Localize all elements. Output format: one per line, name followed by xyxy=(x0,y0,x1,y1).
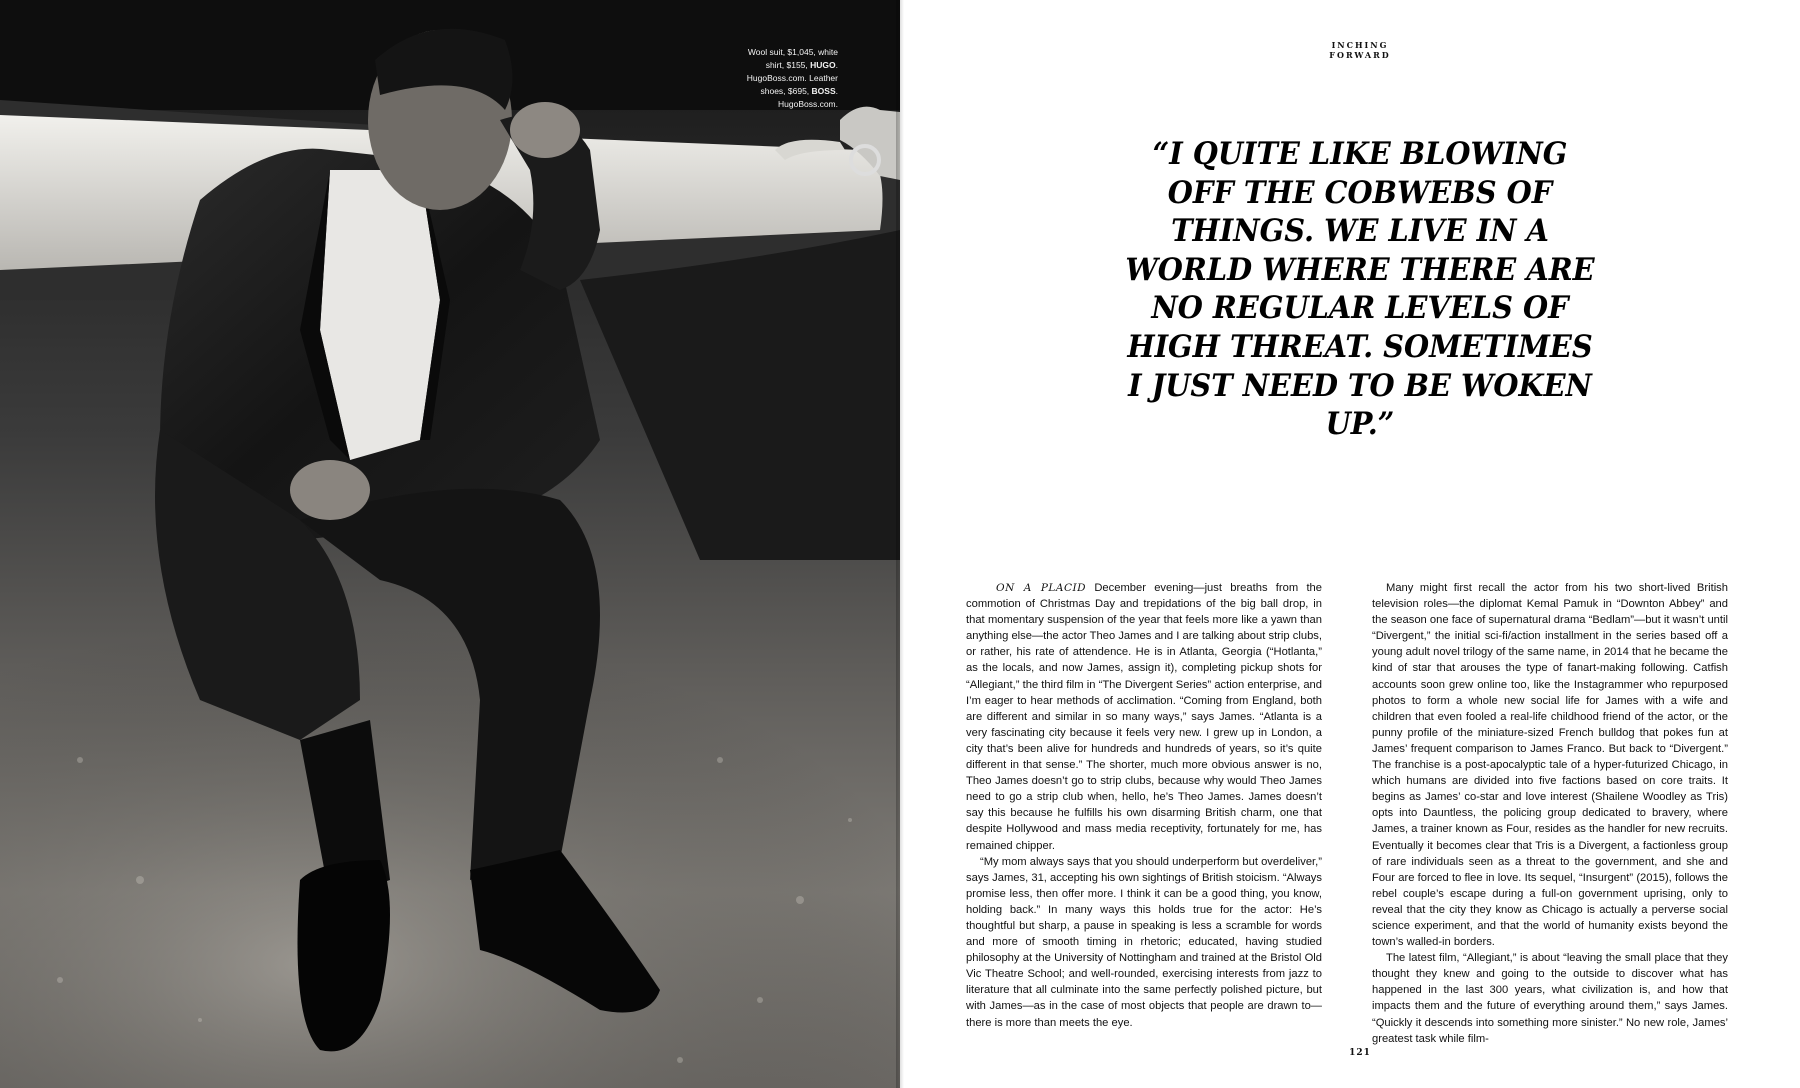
photo-credit xyxy=(708,46,838,111)
credit-line xyxy=(708,59,838,72)
credit-brand: HUGO xyxy=(810,60,836,70)
article-paragraph xyxy=(966,580,1322,854)
article-column-1 xyxy=(966,580,1322,1031)
article-paragraph: The latest film, “Allegiant,” is about “leaving the small place that they thought they knew and going to the outside to discover what has happened in the last 300 years, what civilization is, and how that impacts them and the future of everything around them,” says James. “Quickly it descends into something more sinister.” No new role, James’ greatest task while film- xyxy=(1372,952,1728,1045)
credit-line: HugoBoss.com. xyxy=(778,99,838,109)
credit-line: HugoBoss.com. Leather xyxy=(746,73,838,83)
credit-brand: BOSS xyxy=(811,86,836,96)
article-paragraph: Many might first recall the actor from his two short-lived British television roles—the diplomat Kemal Pamuk in “Downton Abbey” and the season one face of supernatural drama “Bedlam”—but it wasn’t until “Divergent,” the initial sci-fi/action installment in the series based off a young adult novel trilogy of the same name, in 2014 that he became the kind of star that arouses the type of fanart-making following. Catfish accounts soon grew online too, like the Instagrammer who repurposed photos to form a whole new social life for James with a wife and children that even fooled a real-life childhood friend of the actor, or the punny profile of the miniature-sized French bulldog that pokes fun at James’ frequent comparison to James Franco. But back to “Divergent.” The franchise is a post-apocalyptic tale of a hyper-futurized Chicago, in which humans are divided into five factions based on core traits. It begins as James’ co-star and love interest (Shailene Woodley as Tris) opts into Dauntless, the policing group dedicated to bravery, where James, a trainer known as Four, resides as the handler for new recruits. Eventually it becomes clear that Tris is a Divergent, a factionless group of rare individuals seen as a threat to the government, and she and Four are forced to flee in love. Its sequel, “Insurgent” (2015), follows the rebel couple’s escape during a full-on government uprising, only to reveal that the city they know as Chicago is actually a perverse social science experiment, and that the world of humanity exists beyond the town’s walled-in borders. xyxy=(1372,582,1728,949)
credit-line: Wool suit, $1,045, white xyxy=(747,47,838,57)
credit-text: shoes, $695, xyxy=(760,86,812,96)
article-paragraph: “My mom always says that you should underperform but overdeliver,” says James, 31, accepting his own sightings of British stoicism. “Always promise less, then offer more. I think it can be a good thing, you know, holding back.” In many ways this holds true for the actor: He’s thoughtful but sharp, a pause in speaking is less a scramble for words and more of smooth timing in rhetoric; educated, having studied philosophy at the University of Nottingham and trained at the Bristol Old Vic Theatre School; and well-rounded, exercising interests from jazz to literature that all culminate into the same perfectly polished picture, but with James—as in the case of most objects that people are drawn to—there is more than meets the eye. xyxy=(966,855,1322,1029)
page-number: 121 xyxy=(1349,1048,1371,1058)
lead-in: ON A PLACID xyxy=(996,582,1087,594)
credit-text: . xyxy=(835,60,838,70)
credit-text: shirt, $155, xyxy=(765,60,811,70)
page-gutter xyxy=(896,0,904,1088)
credit-text: . xyxy=(835,86,838,96)
pull-quote: “I QUITE LIKE BLOWING OFF THE COBWEBS OF THINGS. WE LIVE IN A WORLD WHERE THERE ARE NO REGULAR LEVELS OF HIGH THREAT. SOMETIMES I JUST NEED TO BE WOKEN UP.” xyxy=(1125,136,1595,443)
running-head: INCHING FORWARD xyxy=(1329,40,1391,60)
article-column-2 xyxy=(1372,580,1728,1047)
paragraph-text: December evening—just breaths from the commotion of Christmas Day and trepidations of the big ball drop, in that momentary suspension of the year that feels more like a yawn than anything else—the actor Theo James and I are talking about strip clubs, or rather, his rate of attendence. He is in Atlanta, Georgia (“Hotlanta,” as the locals, and now James, assign it), completing pickup shots for “Allegiant,” the third film in “The Divergent Series” action enterprise, and I’m eager to hear methods of acclimation. “Coming from England, both are different and similar in so many ways,” says James. “Atlanta is a very fascinating city because it feels very new. I grew up in London, a city that’s been alive for hundreds and hundreds of years, so it’s quite different in that sense.” The shorter, much more obvious answer is no, Theo James doesn’t go to strip clubs, because why would Theo James need to go a strip club when, hello, he’s Theo James. James doesn’t say this because he fulfills his own disarming British charm, one that despite Hollywood and mass media receptivity, fortunately for me, has remained chipper. xyxy=(966,582,1322,852)
credit-line xyxy=(708,85,838,98)
